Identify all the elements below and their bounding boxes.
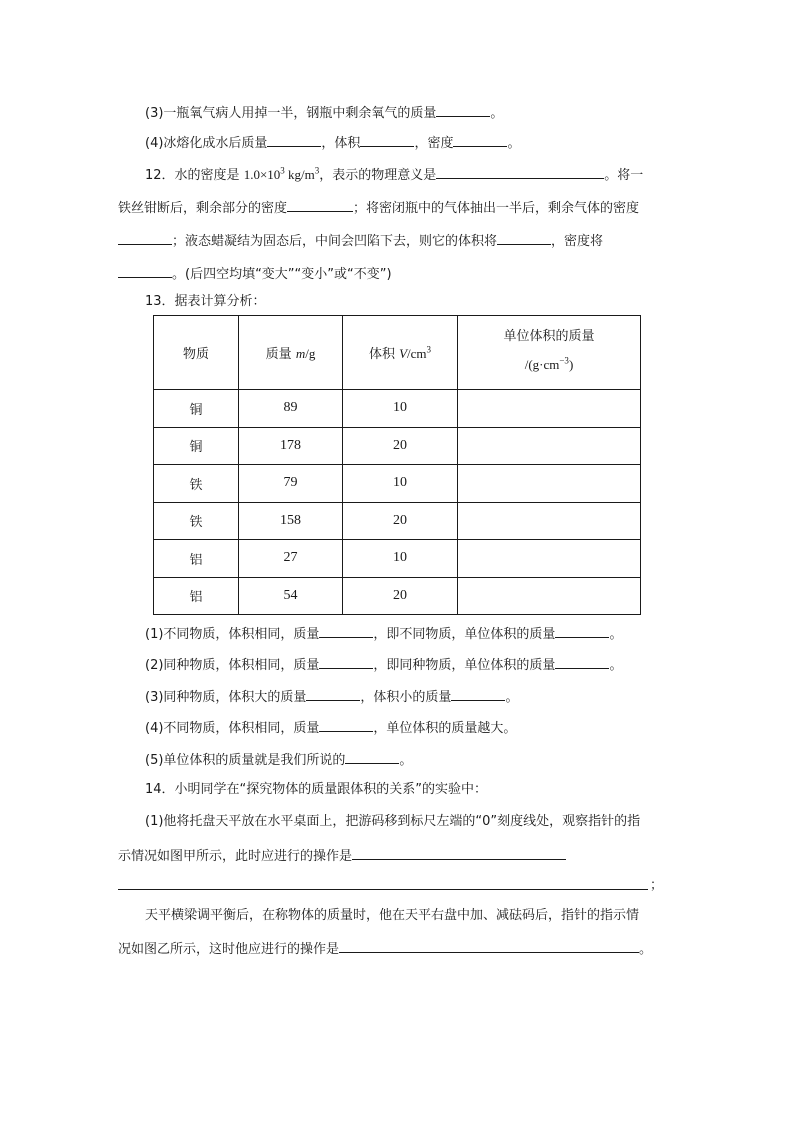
blank[interactable] xyxy=(345,749,399,764)
blank[interactable] xyxy=(319,654,373,669)
q13-2: (2)同种物质，体积相同，质量 ，即同种物质，单位体积的质量 。 xyxy=(145,654,622,676)
cell-volume: 20 xyxy=(343,427,458,465)
q14-2-line-1: 天平横梁调平衡后，在称物体的质量时，他在天平右盘中加、减砝码后，指针的指示情 xyxy=(145,908,640,923)
blank[interactable] xyxy=(453,132,507,147)
cell-volume: 10 xyxy=(343,390,458,428)
cell-volume: 20 xyxy=(343,577,458,615)
table-row xyxy=(154,577,641,615)
blank-long[interactable] xyxy=(118,889,648,890)
q14-2-line-2: 况如图乙所示，这时他应进行的操作是 。 xyxy=(118,938,652,960)
cell-substance: 铜 xyxy=(154,427,239,465)
cell-substance: 铁 xyxy=(154,502,239,540)
cell-substance: 铁 xyxy=(154,465,239,503)
blank[interactable] xyxy=(352,845,566,860)
table-row xyxy=(154,390,641,428)
cell-mass: 89 xyxy=(239,390,343,428)
cell-mass: 54 xyxy=(239,577,343,615)
blank[interactable] xyxy=(436,164,604,179)
q14-title: 14．小明同学在“探究物体的质量跟体积的关系”的实验中： xyxy=(145,782,488,797)
blank[interactable] xyxy=(118,230,172,245)
cell-substance: 铝 xyxy=(154,577,239,615)
q13-title: 13．据表计算分析： xyxy=(145,294,266,309)
blank[interactable] xyxy=(306,686,360,701)
cell-unit-mass[interactable] xyxy=(458,427,641,465)
table-header-row xyxy=(154,316,641,390)
q13-4: (4)不同物质，体积相同，质量 ，单位体积的质量越大。 xyxy=(145,717,516,739)
cell-unit-mass[interactable] xyxy=(458,540,641,578)
cell-volume: 20 xyxy=(343,502,458,540)
blank[interactable] xyxy=(287,197,353,212)
header-substance: 物质 xyxy=(154,316,239,390)
blank[interactable] xyxy=(339,938,639,953)
blank[interactable] xyxy=(436,102,490,117)
data-table xyxy=(153,315,641,615)
q12-line-3: ；液态蜡凝结为固态后，中间会凹陷下去，则它的体积将 ，密度将 xyxy=(118,230,603,252)
q12-line-2: 铁丝钳断后，剩余部分的密度 ；将密闭瓶中的气体抽出一半后，剩余气体的密度 xyxy=(118,197,639,219)
blank[interactable] xyxy=(497,230,551,245)
cell-volume: 10 xyxy=(343,540,458,578)
cell-unit-mass[interactable] xyxy=(458,465,641,503)
q14-1-end-mark: ； xyxy=(650,878,664,893)
table-row xyxy=(154,427,641,465)
blank[interactable] xyxy=(555,623,609,638)
q11-3: (3)一瓶氧气病人用掉一半，钢瓶中剩余氧气的质量 。 xyxy=(145,102,503,124)
blank[interactable] xyxy=(555,654,609,669)
blank[interactable] xyxy=(360,132,414,147)
blank[interactable] xyxy=(451,686,505,701)
cell-volume: 10 xyxy=(343,465,458,503)
cell-mass: 158 xyxy=(239,502,343,540)
cell-mass: 79 xyxy=(239,465,343,503)
q11-4: (4)冰熔化成水后质量 ，体积 ，密度 。 xyxy=(145,132,520,154)
cell-substance: 铜 xyxy=(154,390,239,428)
cell-substance: 铝 xyxy=(154,540,239,578)
q13-1: (1)不同物质，体积相同，质量 ，即不同物质，单位体积的质量 。 xyxy=(145,623,622,645)
cell-unit-mass[interactable] xyxy=(458,502,641,540)
blank[interactable] xyxy=(118,263,172,278)
q13-5: (5)单位体积的质量就是我们所说的 。 xyxy=(145,749,412,771)
q12-line-4: 。(后四空均填“变大”“变小”或“不变”) xyxy=(118,263,392,285)
header-unit-mass: 单位体积的质量 $/(g\cdot cm^{-3})$ xyxy=(458,316,641,390)
blank[interactable] xyxy=(319,717,373,732)
blank[interactable] xyxy=(267,132,321,147)
cell-mass: 27 xyxy=(239,540,343,578)
header-volume: 体积 $V/cm^3$ xyxy=(343,316,458,390)
q14-1-line-2: 示情况如图甲所示，此时应进行的操作是 xyxy=(118,845,566,867)
header-mass: 质量 m/g xyxy=(239,316,343,390)
cell-mass: 178 xyxy=(239,427,343,465)
table-row xyxy=(154,502,641,540)
table-row xyxy=(154,540,641,578)
q12-line-1: 12．水的密度是 $1.0\times 10^3$ $kg/m^3$，表示的物理意义是 。将一 xyxy=(145,165,644,183)
blank[interactable] xyxy=(319,623,373,638)
cell-unit-mass[interactable] xyxy=(458,390,641,428)
q13-3: (3)同种物质，体积大的质量 ，体积小的质量 。 xyxy=(145,686,518,708)
table-row xyxy=(154,465,641,503)
q14-1-line-1: (1)他将托盘天平放在水平桌面上，把游码移到标尺左端的“0”刻度线处，观察指针的指 xyxy=(145,814,641,829)
cell-unit-mass[interactable] xyxy=(458,577,641,615)
